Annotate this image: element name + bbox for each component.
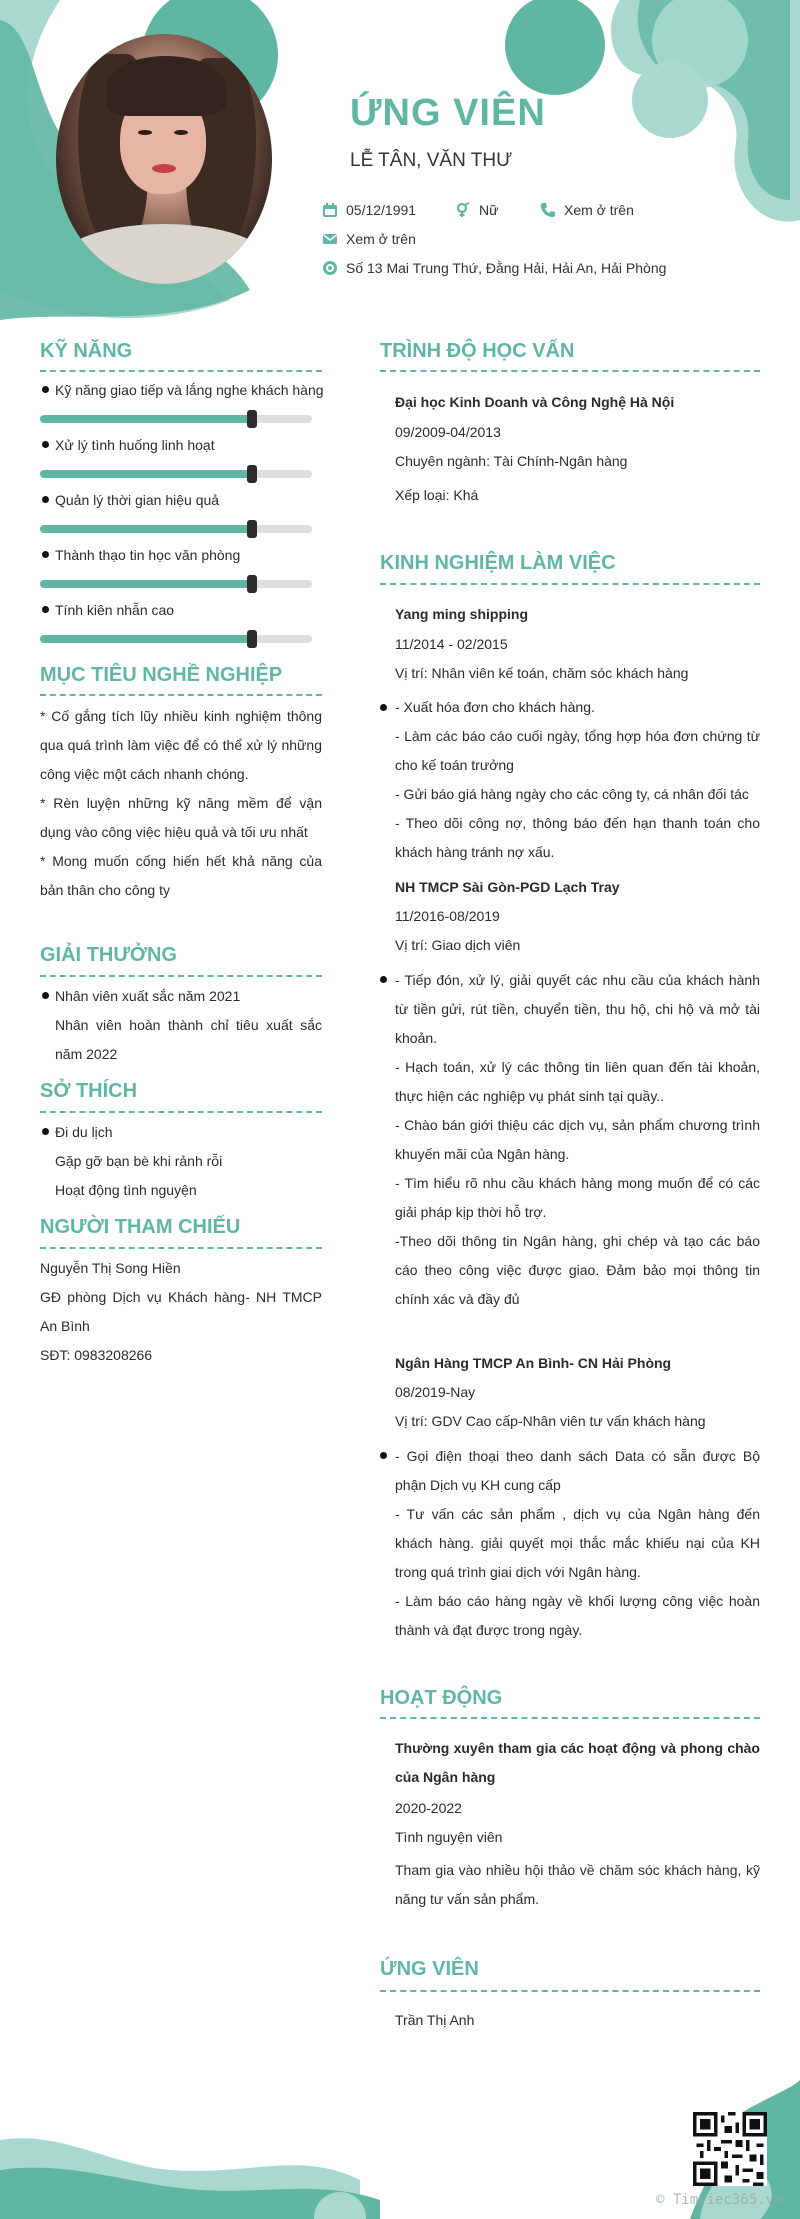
job-duty: - Làm các báo cáo cuối ngày, tổng hợp hóa đơn chứng từ cho kế toán trưởng [395,728,760,773]
award-item: Nhân viên xuất sắc năm 2021 [55,988,241,1004]
hobbies-title: SỞ THÍCH [40,1080,138,1102]
job-duty: - Tìm hiểu rõ nhu cầu khách hàng mong muốn để có các giải pháp kịp thời hỗ trợ. [395,1175,760,1220]
job-period: 11/2014 - 02/2015 [395,636,508,652]
activity-period: 2020-2022 [395,1800,462,1816]
job-company: Yang ming shipping [395,606,528,622]
job-duty: - Theo dõi công nợ, thông báo đến hạn thanh toán cho khách hàng tránh nợ xấu. [395,815,760,860]
skill-bar-fill [40,635,252,643]
education-major: Chuyên ngành: Tài Chính-Ngân hàng [395,453,628,469]
email-value: Xem ở trên [346,231,416,247]
skill-bar-knob [247,630,257,648]
hobby-item: Hoạt động tình nguyện [55,1182,197,1198]
skill-label: Thành thạo tin học văn phòng [55,547,241,563]
job-company: NH TMCP Sài Gòn-PGD Lạch Tray [395,879,620,895]
hobby-item: Gặp gỡ bạn bè khi rảnh rỗi [55,1153,223,1169]
skill-bar-knob [247,465,257,483]
education-title: TRÌNH ĐỘ HỌC VẤN [380,340,575,362]
skills-divider [40,370,322,372]
skill-bar [40,635,312,643]
objective-line: * Cố gắng tích lũy nhiều kinh nghiệm thông qua quá trình làm việc để có thể xử lý những công việc một cách nhanh chóng. [40,708,322,782]
skill-bar [40,525,312,533]
phone-value: Xem ở trên [564,202,634,218]
address-row [322,260,666,276]
gender-value: Nữ [479,202,499,218]
reference-divider [40,1247,322,1249]
skill-bar-knob [247,520,257,538]
candidate-position: LỄ TÂN, VĂN THƯ [350,150,513,171]
gender-row [455,202,498,218]
job-duty: -Theo dõi thông tin Ngân hàng, ghi chép và tạo các báo cáo theo công việc được giao. Đảm bảo mọi thông tin chính xác và đầy đủ [395,1233,760,1307]
skill-bar-fill [40,580,252,588]
awards-title: GIẢI THƯỞNG [40,944,177,966]
education-grade: Xếp loại: Khá [395,487,479,503]
reference-title: NGƯỜI THAM CHIẾU [40,1216,241,1238]
birthday-row [322,202,416,218]
education-school: Đại học Kinh Doanh và Công Nghệ Hà Nội [395,394,675,410]
reference-phone: SĐT: 0983208266 [40,1347,153,1363]
education-divider [380,370,760,372]
job-role: Vị trí: Nhân viên kế toán, chăm sóc khách hàng [395,665,689,681]
skill-bar [40,415,312,423]
objective-line: * Mong muốn cống hiến hết khả năng của bản thân cho công ty [40,853,322,898]
address-value: Số 13 Mai Trung Thứ, Đằng Hải, Hải An, Hải Phòng [346,260,667,276]
skill-bar-fill [40,415,252,423]
mail-icon [322,231,338,247]
skills-title: KỸ NĂNG [40,340,133,362]
job-duty: - Làm báo cáo hàng ngày về khối lượng công việc hoàn thành và đạt được trong ngày. [395,1593,760,1638]
awards-divider [40,975,322,977]
experience-divider [380,583,760,585]
activities-divider [380,1717,760,1719]
candidate-name: ỨNG VIÊN [350,92,546,134]
applicant-name: Trần Thị Anh [395,2012,475,2028]
job-duty: - Tiếp đón, xử lý, giải quyết các nhu cầu của khách hành từ tiền gửi, rút tiền, chuyển tiền, thu hộ, chi hộ và mở tài khoản. [395,972,760,1046]
phone-icon [540,202,556,218]
skill-bar-fill [40,470,252,478]
job-period: 08/2019-Nay [395,1384,476,1400]
skill-bar-fill [40,525,252,533]
footer-brand: © Timviec365.vn [656,2192,783,2208]
gender-icon [455,202,471,218]
job-duty: - Gọi điện thoại theo danh sách Data có sẵn được Bộ phận Dịch vụ KH cung cấp [395,1448,760,1493]
skill-bar-knob [247,575,257,593]
hobbies-divider [40,1111,322,1113]
skill-bar [40,580,312,588]
activity-role: Tình nguyện viên [395,1829,503,1845]
objective-divider [40,694,322,696]
skill-bar-knob [247,410,257,428]
hobby-item: Đi du lịch [55,1124,113,1140]
applicant-divider [380,1990,760,1992]
activity-desc: Tham gia vào nhiều hội thảo về chăm sóc khách hàng, kỹ năng tư vấn sản phẩm. [395,1862,760,1907]
job-company: Ngân Hàng TMCP An Bình- CN Hải Phòng [395,1355,672,1371]
job-duty: - Gửi báo giá hàng ngày cho các công ty, cá nhân đối tác [395,786,749,802]
skill-label: Kỹ năng giao tiếp và lắng nghe khách hàng [55,382,324,398]
email-row [322,231,416,247]
experience-title: KINH NGHIỆM LÀM VIỆC [380,552,616,574]
applicant-title: ỨNG VIÊN [380,1958,479,1980]
reference-role: GĐ phòng Dịch vụ Khách hàng- NH TMCP An Bình [40,1289,322,1334]
objective-line: * Rèn luyện những kỹ năng mềm để vận dụng vào công việc hiệu quả và tối ưu nhất [40,795,322,840]
location-icon [322,260,338,276]
job-duty: - Tư vấn các sản phẩm , dịch vụ của Ngân hàng đến khách hàng. giải quyết mọi thắc mắc khiếu nại của KH trong quá trình giai dịch với Ngân hàng. [395,1506,760,1580]
education-period: 09/2009-04/2013 [395,424,501,440]
job-duty: - Xuất hóa đơn cho khách hàng. [395,699,595,715]
profile-photo [56,34,272,284]
activities-title: HOẠT ĐỘNG [380,1687,503,1709]
job-role: Vị trí: Giao dịch viên [395,937,521,953]
job-duty: - Chào bán giới thiệu các dịch vụ, sản phẩm chương trình khuyến mãi của Ngân hàng. [395,1117,760,1162]
birthday-value: 05/12/1991 [346,202,417,218]
skill-label: Tính kiên nhẫn cao [55,602,175,618]
phone-row [540,202,634,218]
skill-label: Quản lý thời gian hiệu quả [55,492,220,508]
qr-code [693,2112,767,2186]
award-item: Nhân viên hoàn thành chỉ tiêu xuất sắc năm 2022 [55,1017,322,1062]
job-duty: - Hạch toán, xử lý các thông tin liên quan đến tài khoản, thực hiện các nghiệp vụ phát sinh tại quầy.. [395,1059,760,1104]
activity-heading: Thường xuyên tham gia các hoạt động và phong chào của Ngân hàng [395,1740,760,1785]
skill-label: Xử lý tình huống linh hoạt [55,437,215,453]
job-role: Vị trí: GDV Cao cấp-Nhân viên tư vấn khách hàng [395,1413,706,1429]
reference-name: Nguyễn Thị Song Hiền [40,1260,181,1276]
objective-title: MỤC TIÊU NGHỀ NGHIỆP [40,664,283,686]
calendar-icon [322,202,338,218]
job-period: 11/2016-08/2019 [395,908,500,924]
skill-bar [40,470,312,478]
